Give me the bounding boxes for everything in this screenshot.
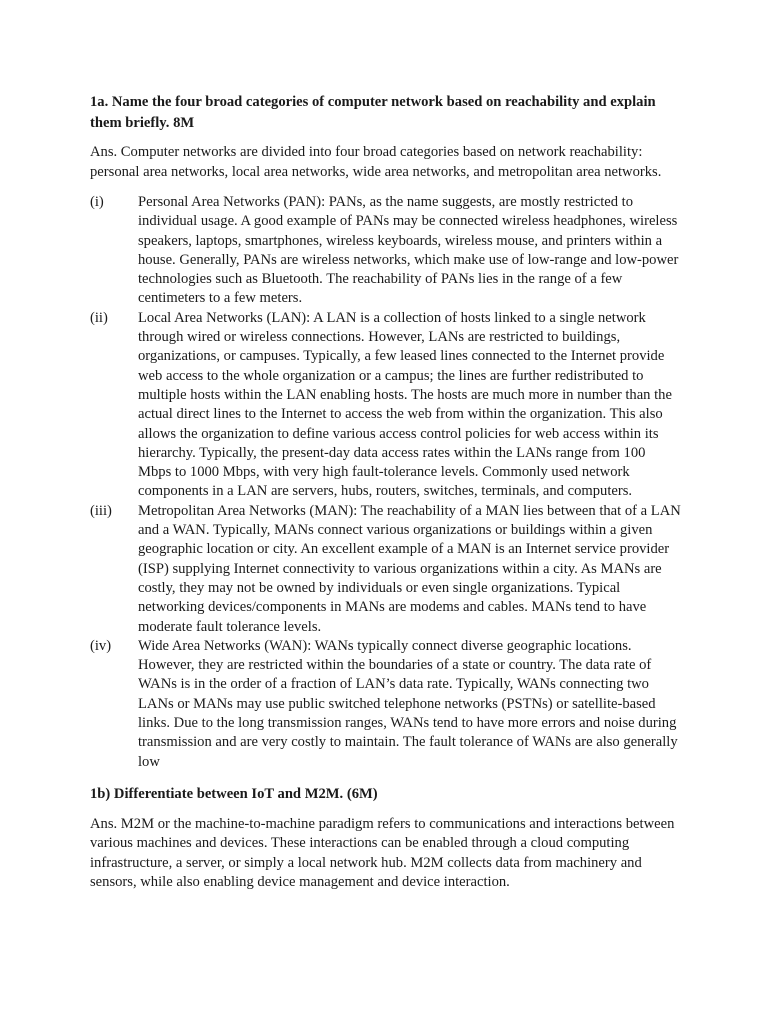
list-item-text: Wide Area Networks (WAN): WANs typically connect diverse geographic locations. However, they are restricted within the boundaries of a state or country. The data rate of WANs is in the order of a fraction of LAN’s data rate. Typically, WANs connecting two LANs or MANs may use public switched telephone networks (PSTNs) or satellite-based links. Due to the long transmission ranges, WANs tend to have more errors and noise during transmission and are very costly to maintain. The fault tolerance of WANs are also generally low bbox=[138, 637, 678, 770]
list-item-lan bbox=[90, 309, 682, 502]
list-marker: (i) bbox=[90, 194, 104, 210]
question-1a-heading: 1a. Name the four broad categories of computer network based on reachability and explain them briefly. 8M bbox=[90, 94, 656, 131]
question-1b-heading: 1b) Differentiate between IoT and M2M. (6M) bbox=[90, 785, 378, 802]
list-item-man bbox=[90, 502, 682, 637]
list-marker: (iii) bbox=[90, 502, 112, 519]
question-1a-answer-intro: Ans. Computer networks are divided into four broad categories based on network reachability: personal area networks, local area networks, wide area networks, and metropolitan area networks. bbox=[90, 144, 662, 180]
list-marker: (iv) bbox=[90, 637, 112, 654]
list-item-text: Personal Area Networks (PAN): PANs, as the name suggests, are mostly restricted to individual usage. A good example of PANs may be connected wireless headphones, wireless speakers, laptops, smartphones, wireless keyboards, wireless mouse, and printers within a house. Generally, PANs are wireless networks, which make use of low-range and low-power technologies such as Bluetooth. The reachability of PANs lies in the range of a few centimeters to a few meters. bbox=[138, 194, 679, 307]
document-page bbox=[90, 92, 682, 904]
list-item-text: Local Area Networks (LAN): A LAN is a collection of hosts linked to a single network through wired or wireless connections. However, LANs are restricted to buildings, organizations, or campuses. Typically, a few leased lines connected to the Internet provide web access to the whole organization or a campus; the lines are further redistributed to multiple hosts within the LAN enabling hosts. The hosts are much more in number than the actual direct lines to the Internet to access the web from within the organization. This also allows the organization to define various access control policies for web access within its hierarchy. Typically, the present-day data access rates within the LANs range from 100 Mbps to 1000 Mbps, with very high fault-tolerance levels. Commonly used network components in a LAN are servers, hubs, routers, switches, terminals, and computers. bbox=[138, 309, 672, 500]
network-categories-list bbox=[90, 193, 682, 772]
list-item-text: Metropolitan Area Networks (MAN): The reachability of a MAN lies between that of a LAN and a WAN. Typically, MANs connect various organizations or buildings within a given geographic location or city. An excellent example of a MAN is an Internet service provider (ISP) supplying Internet connectivity to various organizations within a city. As MANs are costly, they may not be owned by individuals or even single organizations. Typical networking devices/components in MANs are modems and cables. MANs tend to have moderate fault tolerance levels. bbox=[138, 502, 681, 635]
list-marker: (ii) bbox=[90, 309, 108, 326]
list-item-pan bbox=[90, 193, 682, 309]
list-item-wan bbox=[90, 637, 682, 772]
question-1b-answer-intro: Ans. M2M or the machine-to-machine paradigm refers to communications and interactions between various machines and devices. These interactions can be enabled through a cloud computing infrastructure, a server, or simply a local network hub. M2M collects data from machinery and sensors, while also enabling device management and device interaction. bbox=[90, 815, 675, 891]
